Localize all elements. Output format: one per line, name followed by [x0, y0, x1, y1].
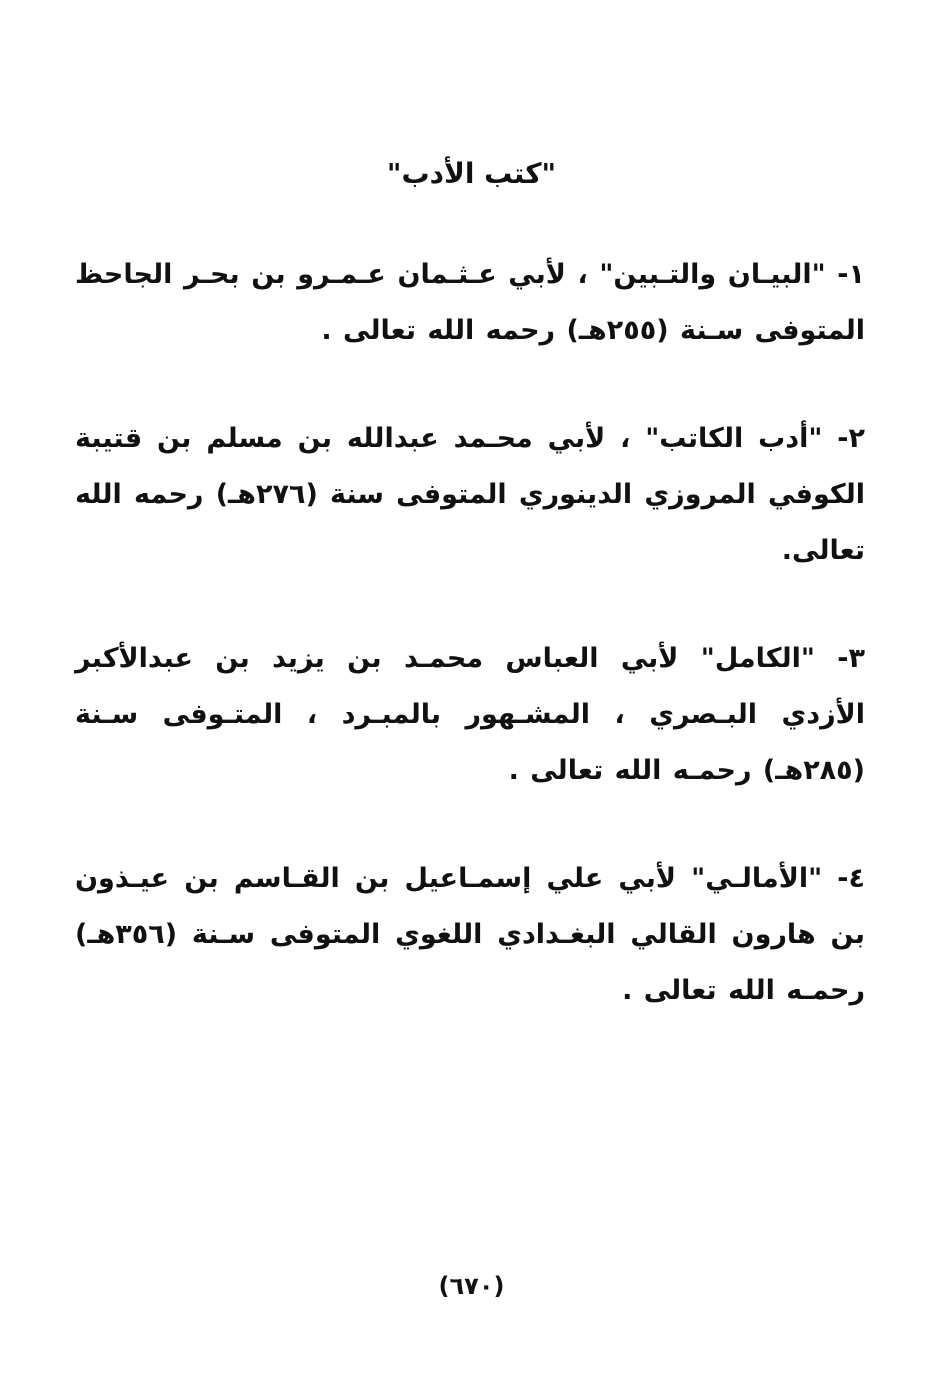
book-entry-4: ٤- "الأمالـي" لأبي علي إسمـاعيل بن القـاسم بن عيـذون بن هارون القالي البغـدادي اللغوي المتوفى سـنة (٣٥٦هـ) رحمـه الله تعالى . [75, 863, 865, 1006]
book-entry-1: ١- "البيـان والتـبين" ، لأبي عـثـمان عـمـرو بن بحـر الجاحظ المتوفى سـنة (٢٥٥هـ) رحمه الله تعالى . [75, 259, 865, 346]
page-number: (٦٧٠) [438, 1272, 505, 1300]
page-title: "كتب الأدب" [386, 157, 557, 190]
book-entry-3: ٣- "الكامل" لأبي العباس محمـد بن يزيد بن عبدالأكبر الأزدي البـصري ، المشـهور بالمبـرد ، المتـوفى سـنة (٢٨٥هـ) رحمـه الله تعالى . [75, 643, 865, 786]
book-entry-2: ٢- "أدب الكاتب" ، لأبي محـمد عبدالله بن مسلم بن قتيبة الكوفي المروزي الدينوري المتوفى سنة (٢٧٦هـ) رحمه الله تعالى. [75, 423, 865, 566]
book-list [75, 247, 865, 1019]
